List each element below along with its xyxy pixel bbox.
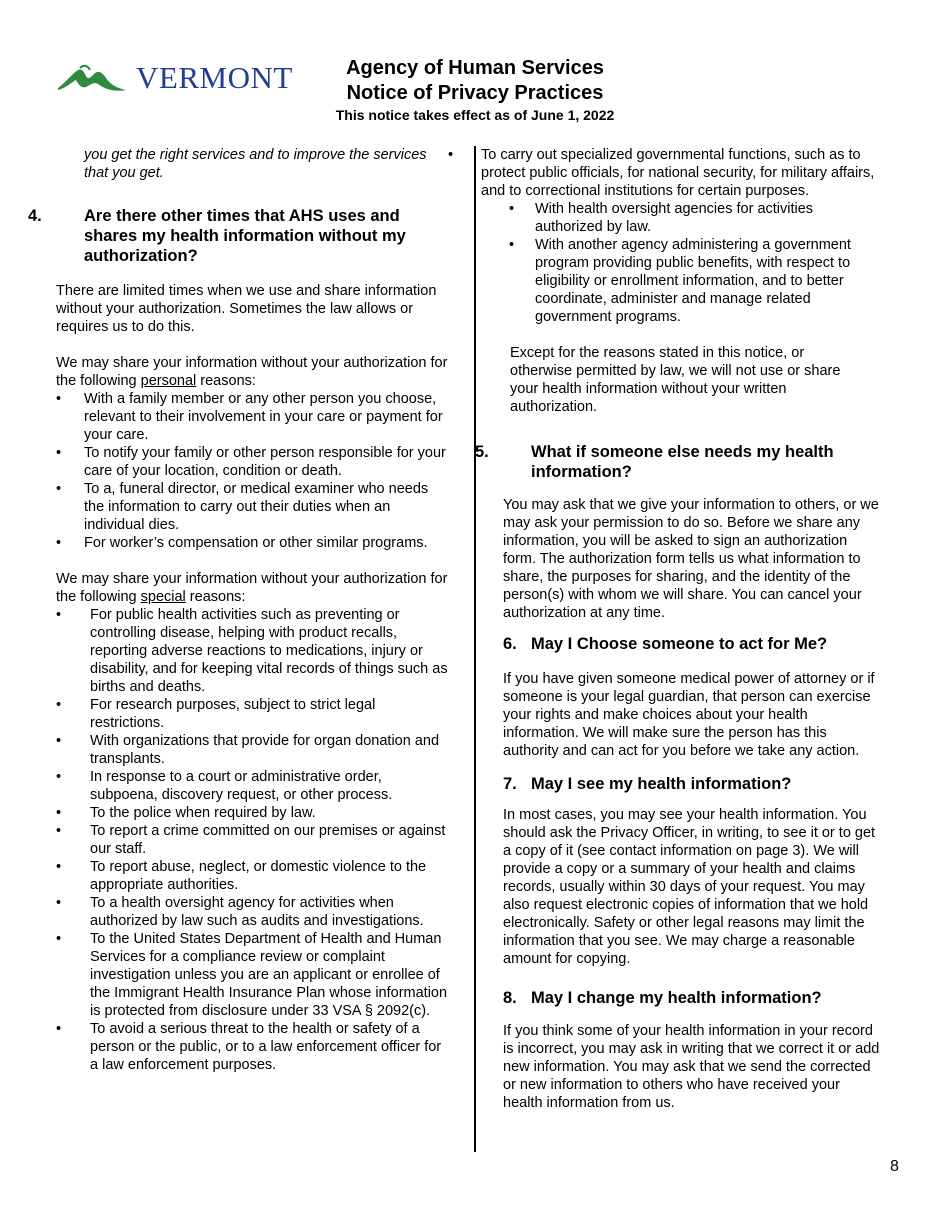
section-4-title: Are there other times that AHS uses and shares my health information without my authorization? (84, 207, 406, 265)
list-item (509, 236, 881, 326)
column-divider (474, 146, 476, 1152)
personal-reasons-list (56, 390, 448, 552)
section-8-number: 8. (503, 989, 517, 1007)
section-6-heading (503, 634, 883, 654)
list-item (56, 1020, 448, 1074)
section-4-paragraph-1: There are limited times when we use and share information without your authorization. Sometimes the law allows or requires us to do this. (56, 283, 437, 335)
section-8-heading (503, 988, 883, 1008)
vermont-mountain-logo-icon (56, 54, 136, 96)
section-7-body: In most cases, you may see your health information. You should ask the Privacy Officer, in writing, to see it or to get a copy of it (see contact information on page 3). We will provide a copy or a summary of your health and claims records, usually within 30 days of your request. You may also request electronic copies of information that we hold electronically. Safety or other legal reasons may limit the information that you see. We may charge a reasonable amount for copying. (503, 807, 876, 967)
vermont-logo (56, 54, 293, 96)
special-reasons-list (56, 606, 448, 1074)
list-item (56, 930, 448, 1020)
list-item (56, 858, 448, 894)
list-item-text: To report a crime committed on our premises or against our staff. (90, 823, 446, 857)
section-5-title: What if someone else needs my health information? (531, 443, 834, 481)
effective-date: This notice takes effect as of June 1, 2022 (335, 107, 615, 123)
list-item-text: With a family member or any other person you choose, relevant to their involvement in your care or payment for your care. (84, 391, 443, 443)
agency-title: Agency of Human Services (346, 57, 604, 79)
section-5-body: You may ask that we give your information to others, or we may ask your permission to do so. Before we share any information, you will be asked to sign an authorization form. The authorization form tells us what information to share, the purposes for sharing, and the identity of the person(s) with whom we will share. You can cancel your authorization at any time. (503, 497, 879, 621)
list-item-text: With organizations that provide for organ donation and transplants. (90, 733, 440, 767)
right-sections (475, 442, 883, 1112)
list-item (56, 534, 448, 552)
special-underlined: special (140, 589, 186, 605)
bullet-icon: • (448, 147, 454, 163)
list-item (509, 200, 881, 236)
bullet-icon: • (56, 391, 62, 407)
section-4-number: 4. (28, 207, 42, 225)
personal-intro-text: We may share your information without your authorization for the following (56, 355, 448, 389)
section-7-heading (503, 774, 883, 794)
list-item (56, 768, 448, 804)
list-item (56, 390, 448, 444)
list-item-text: With another agency administering a government program providing public benefits, with respect to eligibility or enrollment information, and to better coordinate, administer and manage related government programs. (535, 237, 851, 325)
section-7-title: May I see my health information? (531, 775, 792, 793)
section-5-number: 5. (475, 443, 489, 461)
section-6-number: 6. (503, 635, 517, 653)
bullet-icon: • (56, 607, 62, 623)
notice-title: Notice of Privacy Practices (346, 82, 604, 104)
list-item-text: To notify your family or other person responsible for your care of your location, condition or death. (84, 445, 446, 479)
section-6-title: May I Choose someone to act for Me? (531, 635, 828, 653)
bullet-icon: • (56, 895, 62, 911)
personal-intro-suffix: reasons: (196, 373, 256, 389)
section-8-body: If you think some of your health information in your record is incorrect, you may ask in writing that we correct it or add new information. You may ask that we send the corrected or new information to others who have received your health information from us. (503, 1023, 880, 1111)
personal-underlined: personal (140, 373, 197, 389)
list-item (56, 732, 448, 768)
bullet-icon: • (56, 1021, 62, 1037)
list-item (56, 822, 448, 858)
bullet-icon: • (509, 201, 515, 217)
list-item-text: To the police when required by law. (90, 805, 316, 821)
list-item-text: To the United States Department of Health and Human Services for a compliance review or complaint investigation unless you are an applicant or enrollee of the Immigrant Health Insurance Plan whose information is protected from disclosure under 33 VSA § 2092(c). (90, 931, 448, 1019)
list-item-text: To a health oversight agency for activities when authorized by law such as audits and investigations. (90, 895, 424, 929)
bullet-icon: • (56, 445, 62, 461)
special-intro-suffix: reasons: (185, 589, 246, 605)
section-4-paragraph-3 (56, 570, 448, 606)
list-item (56, 804, 448, 822)
list-item-text: For public health activities such as preventing or controlling disease, helping with product recalls, reporting adverse reactions to medications, injury or disability, and for keeping vital records of things such as births and deaths. (90, 607, 448, 695)
list-item-text: With health oversight agencies for activities authorized by law. (535, 201, 814, 235)
bullet-icon: • (56, 805, 62, 821)
except-paragraph: Except for the reasons stated in this notice, or otherwise permitted by law, we will not use or share your health information without your written authorization. (510, 345, 841, 415)
intro-continuation: you get the right services and to improve the services that you get. (84, 147, 427, 181)
list-item (56, 444, 448, 480)
bullet-icon: • (56, 733, 62, 749)
page-number: 8 (890, 1158, 899, 1175)
bullet-icon: • (509, 237, 515, 253)
section-7-number: 7. (503, 775, 517, 793)
list-item-text: For research purposes, subject to strict legal restrictions. (90, 697, 376, 731)
special-intro-text: We may share your information without your authorization for the following (56, 571, 448, 605)
list-item (56, 480, 448, 534)
list-item (56, 606, 448, 696)
right-column (475, 146, 881, 1112)
section-8-title: May I change my health information? (531, 989, 822, 1007)
bullet-icon: • (56, 823, 62, 839)
bullet-icon: • (56, 481, 62, 497)
bullet-icon: • (56, 769, 62, 785)
bullet-icon: • (56, 535, 62, 551)
left-column (28, 146, 448, 1074)
list-item-text: To report abuse, neglect, or domestic violence to the appropriate authorities. (90, 859, 427, 893)
list-item-text: In response to a court or administrative order, subpoena, discovery request, or other process. (90, 769, 393, 803)
list-item (56, 894, 448, 930)
list-item-text: To a, funeral director, or medical examiner who needs the information to carry out their duties when an individual dies. (84, 481, 429, 533)
bullet-icon: • (56, 697, 62, 713)
list-item (56, 696, 448, 732)
bullet-icon: • (56, 931, 62, 947)
bullet-icon: • (56, 859, 62, 875)
logo-wordmark: VERMONT (136, 60, 293, 95)
section-6-body: If you have given someone medical power of attorney or if someone is your legal guardian, that person can exercise your rights and make choices about your health information. We will make sure the person has this authority and can act for you before we take any action. (503, 671, 875, 759)
list-item-text: For worker’s compensation or other similar programs. (84, 535, 428, 551)
section-5-heading (475, 442, 883, 482)
section-4-paragraph-2 (56, 354, 448, 390)
section-4-heading (28, 206, 448, 266)
list-item-text: To avoid a serious threat to the health or safety of a person or the public, or to a law enforcement officer for a law enforcement purposes. (90, 1021, 442, 1073)
governmental-sublist (481, 200, 881, 326)
governmental-functions-text: To carry out specialized governmental functions, such as to protect public officials, for national security, for military affairs, and to correctional institutions for certain purposes. (481, 147, 875, 199)
